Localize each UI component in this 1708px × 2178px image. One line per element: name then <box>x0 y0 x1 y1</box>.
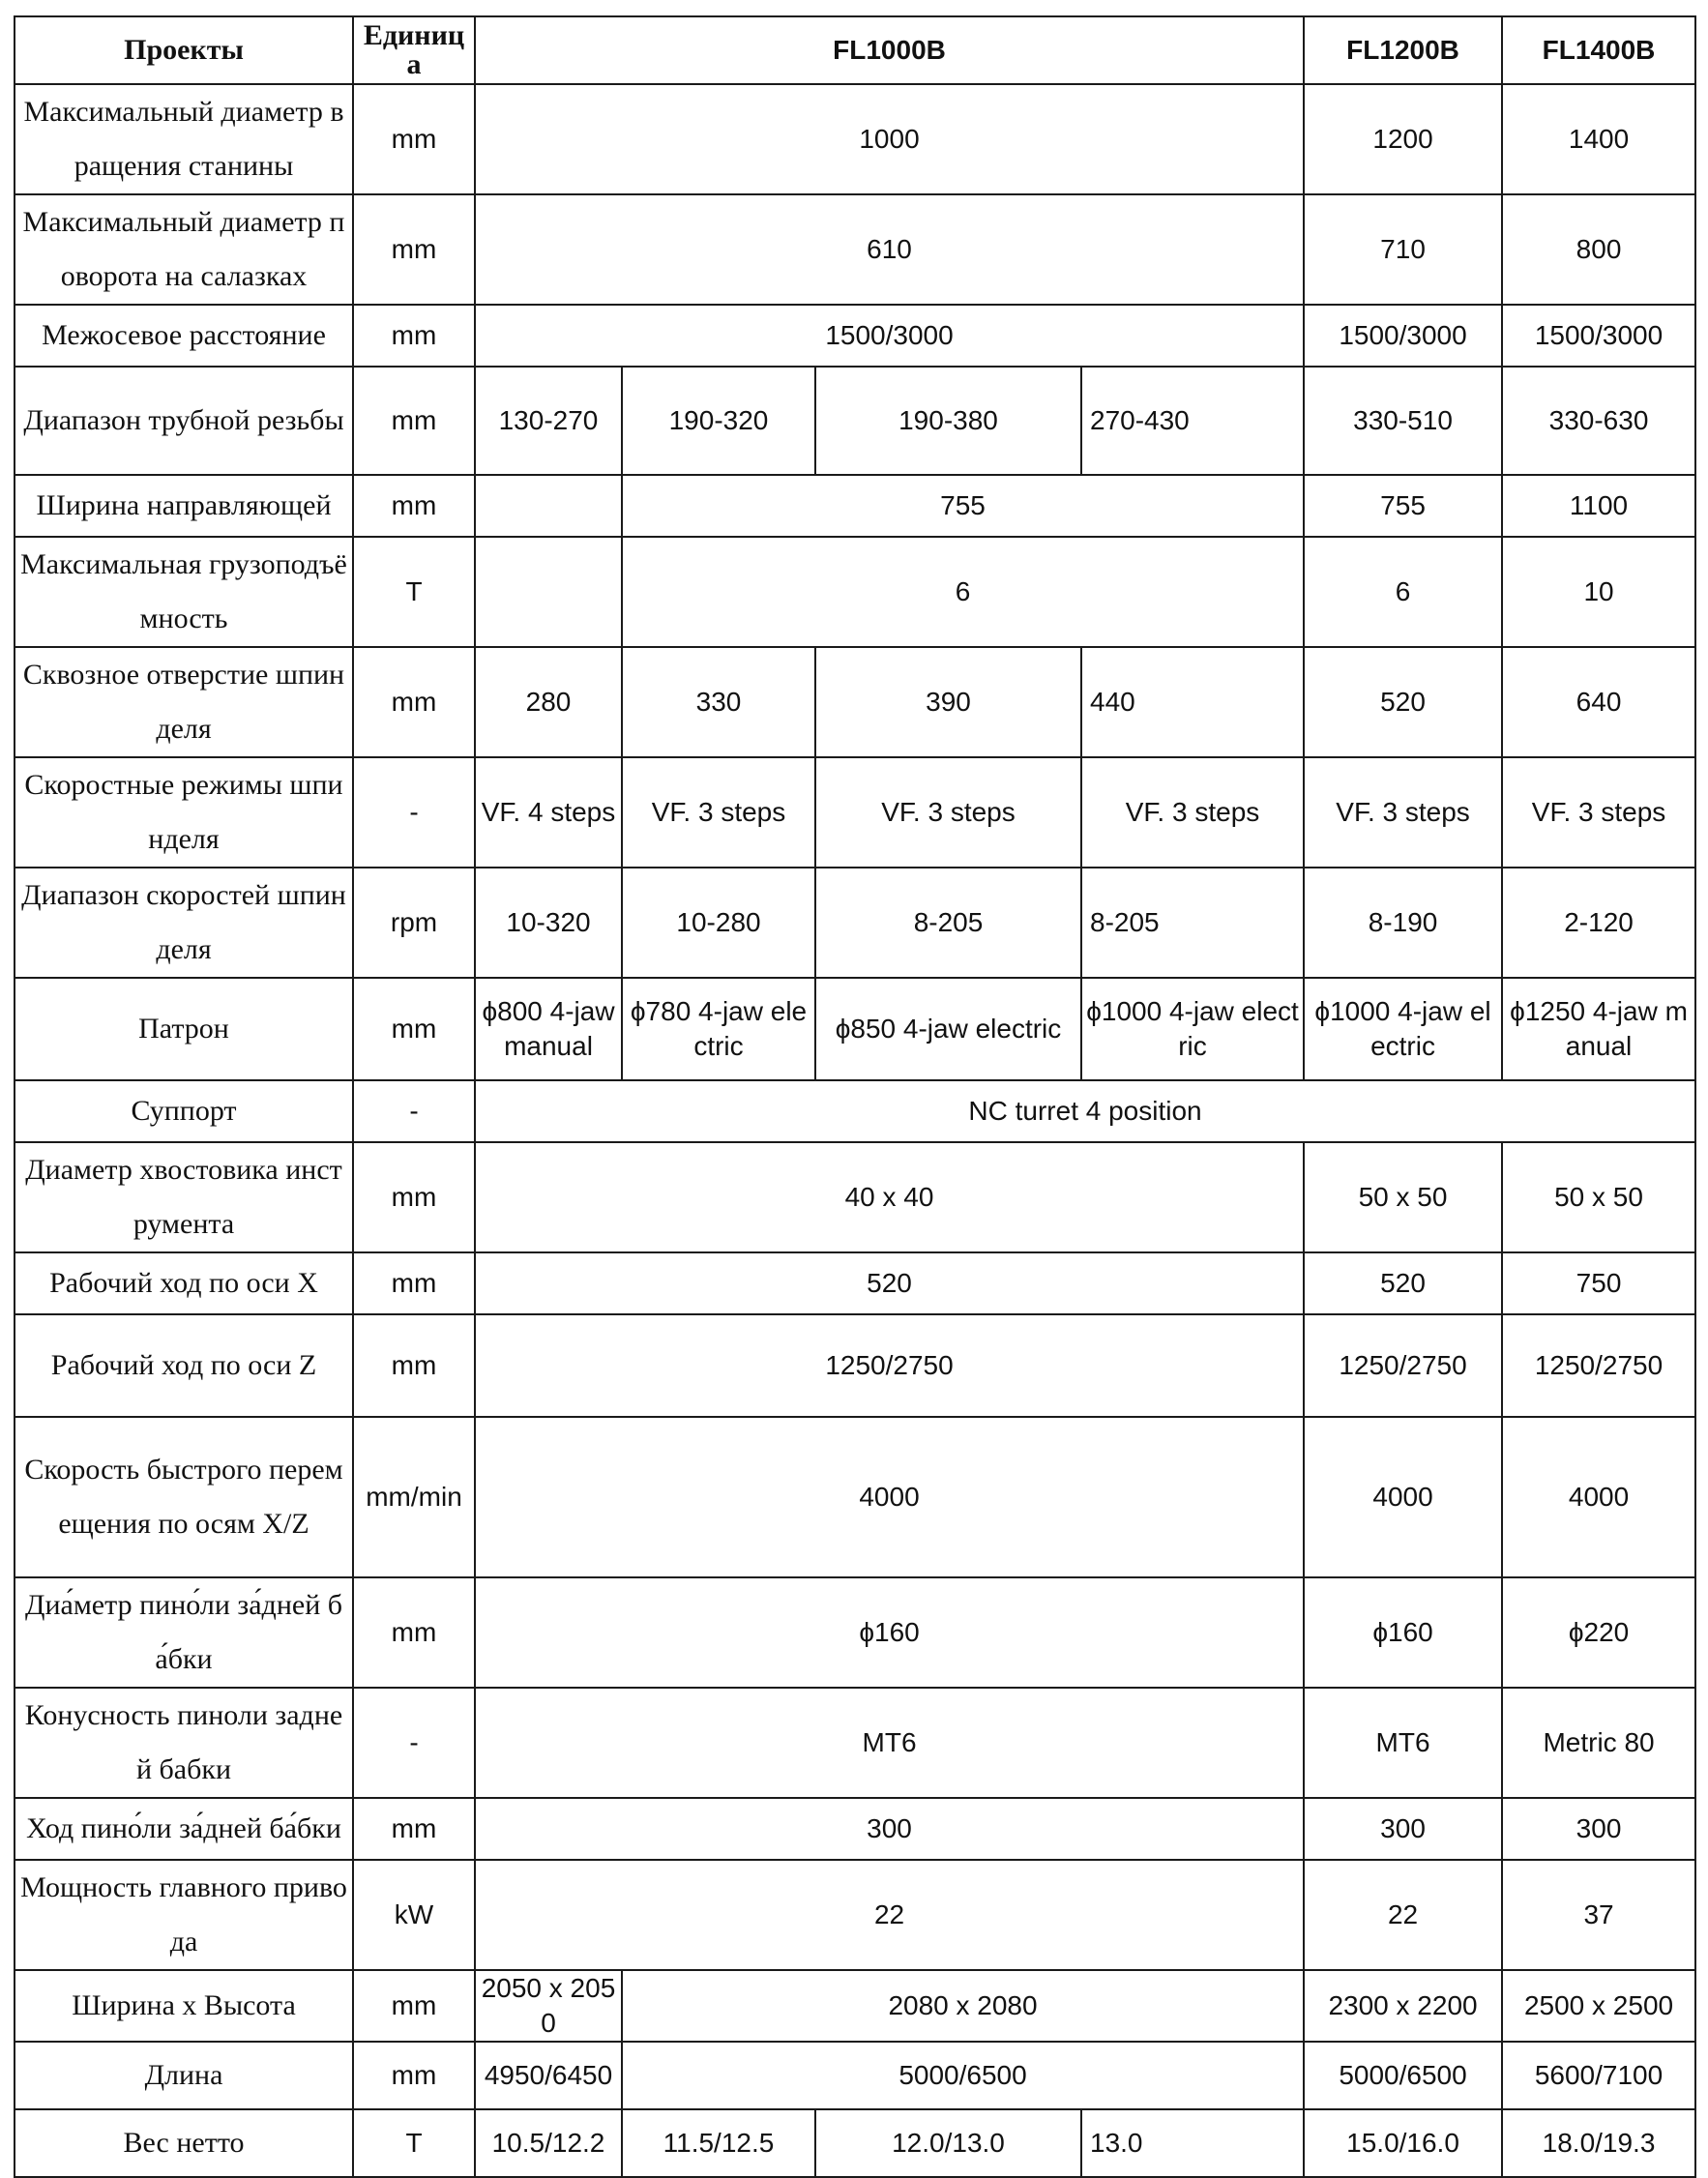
row-unit: mm <box>353 978 475 1080</box>
fl1000b-variant-1: VF. 4 steps <box>475 757 622 868</box>
row-label: Скоростные режимы шпинделя <box>15 757 353 868</box>
fl1200b-value: 520 <box>1304 647 1502 757</box>
row-label: Рабочий ход по оси Z <box>15 1314 353 1417</box>
table-row <box>15 1577 1695 1688</box>
fl1000b-value: ϕ160 <box>475 1577 1304 1688</box>
row-unit: T <box>353 2109 475 2177</box>
fl1200b-value: 1500/3000 <box>1304 305 1502 367</box>
fl1400b-value: 750 <box>1502 1252 1695 1314</box>
fl1000b-variant-1: 10.5/12.2 <box>475 2109 622 2177</box>
row-unit: mm <box>353 1314 475 1417</box>
row-unit: - <box>353 757 475 868</box>
table-row <box>15 1142 1695 1252</box>
fl1000b-variant-1: 130-270 <box>475 367 622 475</box>
fl1400b-value: 1500/3000 <box>1502 305 1695 367</box>
table-row <box>15 757 1695 868</box>
table-row <box>15 475 1695 537</box>
fl1000b-variant-4: 8-205 <box>1081 868 1304 978</box>
fl1200b-value: MT6 <box>1304 1688 1502 1798</box>
fl1400b-value: 2500 x 2500 <box>1502 1970 1695 2042</box>
fl1000b-value: 6 <box>622 537 1304 647</box>
table-row <box>15 367 1695 475</box>
fl1400b-value: VF. 3 steps <box>1502 757 1695 868</box>
header-row <box>15 16 1695 84</box>
fl1000b-variant-2: 10-280 <box>622 868 815 978</box>
fl1200b-value: VF. 3 steps <box>1304 757 1502 868</box>
row-unit: rpm <box>353 868 475 978</box>
fl1200b-value: 5000/6500 <box>1304 2042 1502 2109</box>
fl1400b-value: 37 <box>1502 1860 1695 1970</box>
table-row <box>15 1252 1695 1314</box>
fl1400b-value: 1100 <box>1502 475 1695 537</box>
fl1200b-value: 330-510 <box>1304 367 1502 475</box>
row-unit: - <box>353 1688 475 1798</box>
table-row <box>15 1970 1695 2042</box>
fl1000b-variant-4: 440 <box>1081 647 1304 757</box>
row-label: Мощность главного привода <box>15 1860 353 1970</box>
fl1200b-value: 15.0/16.0 <box>1304 2109 1502 2177</box>
row-label: Суппорт <box>15 1080 353 1142</box>
fl1000b-variant-2: 190-320 <box>622 367 815 475</box>
table-row <box>15 84 1695 194</box>
row-label: Конусность пиноли задней бабки <box>15 1688 353 1798</box>
fl1000b-value: 22 <box>475 1860 1304 1970</box>
fl1400b-value: ϕ1250 4-jaw manual <box>1502 978 1695 1080</box>
fl1000b-variant-3: VF. 3 steps <box>815 757 1081 868</box>
row-label: Ширина направляющей <box>15 475 353 537</box>
fl1400b-value: 4000 <box>1502 1417 1695 1577</box>
row-unit: mm <box>353 194 475 305</box>
fl1000b-variant-1: 4950/6450 <box>475 2042 622 2109</box>
header-fl1400b: FL1400B <box>1502 16 1695 84</box>
fl1000b-variant-1 <box>475 475 622 537</box>
row-unit: mm <box>353 2042 475 2109</box>
fl1000b-value: 1500/3000 <box>475 305 1304 367</box>
row-label: Максимальный диаметр поворота на салазках <box>15 194 353 305</box>
fl1200b-value: 6 <box>1304 537 1502 647</box>
row-label: Патрон <box>15 978 353 1080</box>
table-row <box>15 978 1695 1080</box>
fl1400b-value: 18.0/19.3 <box>1502 2109 1695 2177</box>
fl1000b-variant-3: 390 <box>815 647 1081 757</box>
fl1000b-variant-1: 2050 x 2050 <box>475 1970 622 2042</box>
fl1400b-value: 5600/7100 <box>1502 2042 1695 2109</box>
row-label: Межосевое расстояние <box>15 305 353 367</box>
table-row <box>15 194 1695 305</box>
fl1000b-variant-3: 12.0/13.0 <box>815 2109 1081 2177</box>
fl1000b-value: 300 <box>475 1798 1304 1860</box>
fl1000b-variant-4: 13.0 <box>1081 2109 1304 2177</box>
table-row <box>15 305 1695 367</box>
fl1000b-variant-2: VF. 3 steps <box>622 757 815 868</box>
fl1000b-variant-3: 8-205 <box>815 868 1081 978</box>
fl1400b-value: 1250/2750 <box>1502 1314 1695 1417</box>
fl1000b-value: 4000 <box>475 1417 1304 1577</box>
fl1000b-variant-2: ϕ780 4-jaw electric <box>622 978 815 1080</box>
all-models-value: NC turret 4 position <box>475 1080 1695 1142</box>
fl1000b-value: 755 <box>622 475 1304 537</box>
fl1000b-value: MT6 <box>475 1688 1304 1798</box>
row-unit: mm <box>353 367 475 475</box>
fl1400b-value: 330-630 <box>1502 367 1695 475</box>
table-row <box>15 1080 1695 1142</box>
fl1000b-variant-2: 11.5/12.5 <box>622 2109 815 2177</box>
fl1200b-value: 2300 x 2200 <box>1304 1970 1502 2042</box>
fl1200b-value: 1250/2750 <box>1304 1314 1502 1417</box>
row-label: Максимальный диаметр вращения станины <box>15 84 353 194</box>
row-label: Диаметр хвостовика инструмента <box>15 1142 353 1252</box>
fl1000b-value: 610 <box>475 194 1304 305</box>
fl1200b-value: 755 <box>1304 475 1502 537</box>
fl1200b-value: 1200 <box>1304 84 1502 194</box>
fl1000b-variant-1 <box>475 537 622 647</box>
table-row <box>15 1798 1695 1860</box>
table-row <box>15 537 1695 647</box>
row-label: Скорость быстрого перемещения по осям X/Z <box>15 1417 353 1577</box>
table-row <box>15 1688 1695 1798</box>
spec-sheet <box>14 15 1694 2178</box>
row-unit: mm <box>353 1252 475 1314</box>
fl1200b-value: 8-190 <box>1304 868 1502 978</box>
row-unit: mm <box>353 1142 475 1252</box>
fl1000b-variant-4: VF. 3 steps <box>1081 757 1304 868</box>
fl1000b-variant-1: 10-320 <box>475 868 622 978</box>
fl1000b-variant-1: 280 <box>475 647 622 757</box>
header-fl1000b: FL1000B <box>475 16 1304 84</box>
row-unit: mm <box>353 647 475 757</box>
row-label: Максимальная грузоподъёмность <box>15 537 353 647</box>
table-row <box>15 868 1695 978</box>
row-unit: mm <box>353 1798 475 1860</box>
fl1000b-variant-1: ϕ800 4-jaw manual <box>475 978 622 1080</box>
row-unit: kW <box>353 1860 475 1970</box>
table-row <box>15 1860 1695 1970</box>
row-label: Диа́метр пино́ли за́дней ба́бки <box>15 1577 353 1688</box>
fl1200b-value: 520 <box>1304 1252 1502 1314</box>
fl1200b-value: 300 <box>1304 1798 1502 1860</box>
table-row <box>15 1314 1695 1417</box>
fl1400b-value: 1400 <box>1502 84 1695 194</box>
row-unit: mm <box>353 84 475 194</box>
table-row <box>15 647 1695 757</box>
row-unit: mm/min <box>353 1417 475 1577</box>
row-unit: mm <box>353 1577 475 1688</box>
table-row <box>15 2042 1695 2109</box>
row-unit: mm <box>353 305 475 367</box>
fl1000b-value: 40 x 40 <box>475 1142 1304 1252</box>
fl1000b-variant-4: ϕ1000 4-jaw electric <box>1081 978 1304 1080</box>
header-projects: Проекты <box>15 16 353 84</box>
header-fl1200b: FL1200B <box>1304 16 1502 84</box>
fl1000b-value: 2080 x 2080 <box>622 1970 1304 2042</box>
row-unit: mm <box>353 475 475 537</box>
fl1200b-value: ϕ160 <box>1304 1577 1502 1688</box>
row-label: Ширина x Высота <box>15 1970 353 2042</box>
fl1000b-value: 1000 <box>475 84 1304 194</box>
fl1400b-value: 640 <box>1502 647 1695 757</box>
row-label: Рабочий ход по оси X <box>15 1252 353 1314</box>
fl1200b-value: 710 <box>1304 194 1502 305</box>
header-unit: Единица <box>353 16 475 84</box>
fl1400b-value: ϕ220 <box>1502 1577 1695 1688</box>
fl1400b-value: Metric 80 <box>1502 1688 1695 1798</box>
row-unit: T <box>353 537 475 647</box>
row-unit: - <box>353 1080 475 1142</box>
fl1400b-value: 800 <box>1502 194 1695 305</box>
fl1400b-value: 300 <box>1502 1798 1695 1860</box>
fl1400b-value: 10 <box>1502 537 1695 647</box>
row-label: Диапазон скоростей шпинделя <box>15 868 353 978</box>
fl1400b-value: 2-120 <box>1502 868 1695 978</box>
row-unit: mm <box>353 1970 475 2042</box>
fl1000b-variant-4: 270-430 <box>1081 367 1304 475</box>
fl1200b-value: ϕ1000 4-jaw electric <box>1304 978 1502 1080</box>
row-label: Длина <box>15 2042 353 2109</box>
table-row <box>15 2109 1695 2177</box>
fl1200b-value: 4000 <box>1304 1417 1502 1577</box>
fl1000b-variant-2: 330 <box>622 647 815 757</box>
fl1000b-value: 5000/6500 <box>622 2042 1304 2109</box>
fl1000b-value: 520 <box>475 1252 1304 1314</box>
row-label: Вес нетто <box>15 2109 353 2177</box>
fl1000b-variant-3: ϕ850 4-jaw electric <box>815 978 1081 1080</box>
row-label: Диапазон трубной резьбы <box>15 367 353 475</box>
fl1000b-variant-3: 190-380 <box>815 367 1081 475</box>
fl1200b-value: 50 x 50 <box>1304 1142 1502 1252</box>
row-label: Ход пино́ли за́дней ба́бки <box>15 1798 353 1860</box>
row-label: Сквозное отверстие шпинделя <box>15 647 353 757</box>
fl1000b-value: 1250/2750 <box>475 1314 1304 1417</box>
fl1400b-value: 50 x 50 <box>1502 1142 1695 1252</box>
specification-table <box>14 15 1696 2178</box>
table-row <box>15 1417 1695 1577</box>
fl1200b-value: 22 <box>1304 1860 1502 1970</box>
